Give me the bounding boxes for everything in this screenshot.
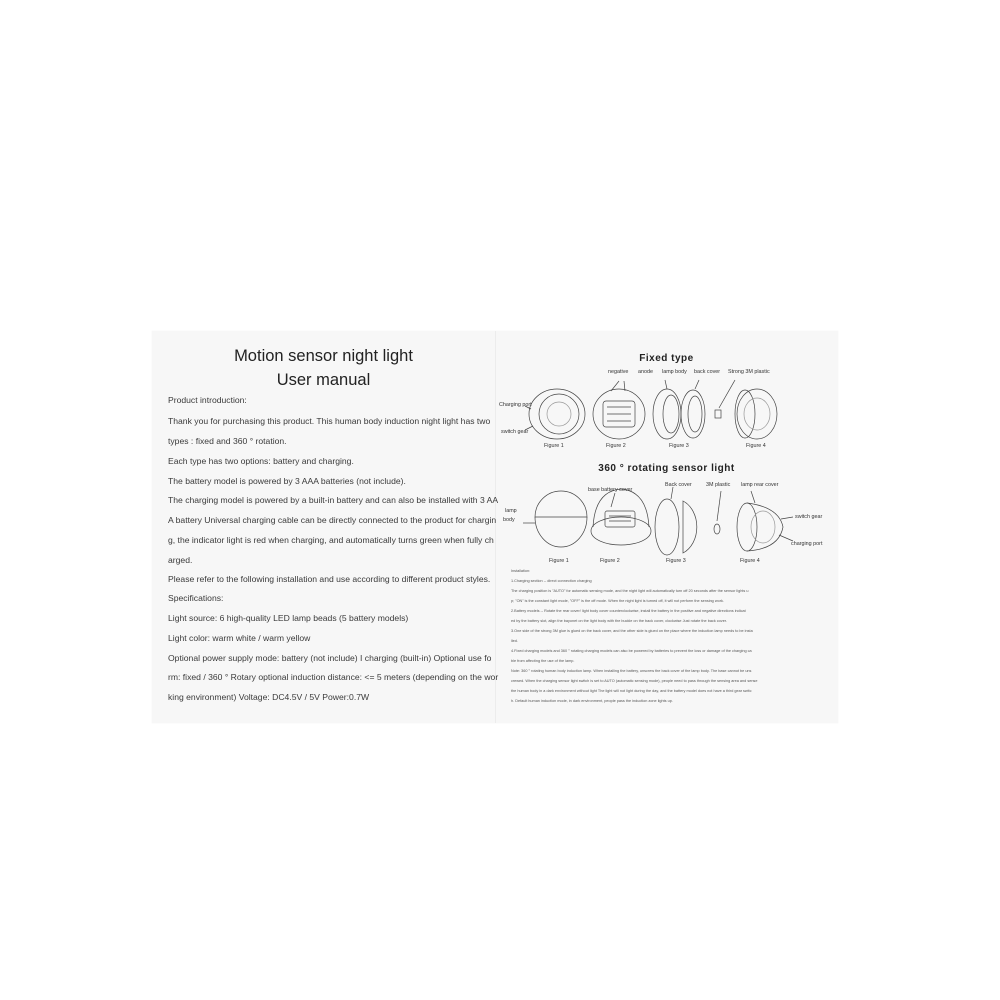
installation-line: 4.Fixed charging models and 360 ° rotating charging models can also be powered by batteries to prevent the loss or damage of the charging ca <box>511 649 752 653</box>
fixed-figure3-back-cover-illustration <box>653 380 705 439</box>
spec-line: Optional power supply mode: battery (not include) I charging (built-in) Optional use fo <box>168 653 492 663</box>
manual-sheet <box>152 331 838 723</box>
intro-line: Each type has two options: battery and charging. <box>168 456 354 466</box>
installation-line: 2.Battery models -- Rotate the rear cover/ light body cover counterclockwise, install the battery in the positive and negative directions indicat <box>511 609 746 613</box>
rotating-figure4-lamp-illustration <box>737 491 793 551</box>
label-back-cover: back cover <box>694 369 721 375</box>
label-switch-gear: switch gear <box>795 514 823 520</box>
label-figure-2: Figure 2 <box>606 443 626 449</box>
label-3m-plastic: 3M plastic <box>706 482 731 488</box>
installation-line: ble from affecting the use of the lamp. <box>511 659 575 663</box>
installation-line: lled. <box>511 639 518 643</box>
product-diagrams <box>495 331 838 723</box>
intro-line: types : fixed and 360 ° rotation. <box>168 436 287 446</box>
spec-line: king environment) Voltage: DC4.5V / 5V Power:0.7W <box>168 692 370 702</box>
label-switch-gear: switch gear <box>501 429 529 435</box>
intro-line: Thank you for purchasing this product. This human body induction night light has two <box>168 416 491 426</box>
label-negative: negative <box>608 369 629 375</box>
intro-line: Product introduction: <box>168 395 247 405</box>
installation-line: ed by the battery slot, align the bayonet on the light body with the buckle on the back cover, clockwise Just rotate the back cover. <box>511 619 727 623</box>
installation-line: The charging position is "AUTO" for automatic sensing mode, and the night light will automatically turn off 20 seconds after the sensor lights u <box>511 589 749 593</box>
label-back-cover: Back cover <box>665 482 692 488</box>
label-figure-3: Figure 3 <box>666 558 686 564</box>
intro-line: Please refer to the following installation and use according to different product styles. <box>168 574 491 584</box>
installation-line: Note: 360 ° rotating human body induction lamp. When installing the battery, unscrew the back cover of the lamp body. The base cannot be uns <box>511 669 752 673</box>
intro-line: g, the indicator light is red when charging, and automatically turns green when fully ch <box>168 535 494 545</box>
label-figure-1: Figure 1 <box>549 558 569 564</box>
spec-line: Light color: warm white / warm yellow <box>168 633 311 643</box>
label-figure-2: Figure 2 <box>600 558 620 564</box>
label-figure-1: Figure 1 <box>544 443 564 449</box>
fixed-figure4-lamp-illustration <box>735 389 777 439</box>
fixed-figure1-lamp-illustration <box>525 389 585 439</box>
manual-title: Motion sensor night light <box>234 347 413 365</box>
label-body: body <box>503 517 515 523</box>
spec-line: Specifications: <box>168 593 224 603</box>
fixed-3m-pad-illustration <box>715 410 721 418</box>
manual-subtitle: User manual <box>276 371 371 389</box>
label-charging-port: Charging port <box>499 402 532 408</box>
label-lamp-body: lamp body <box>662 369 687 375</box>
installation-line: crewed. When the charging sensor light switch is set to AUTO (automatic sensing mode), people need to pass through the sensing area and sense <box>511 679 758 683</box>
label-charging-port: charging port <box>791 541 823 547</box>
intro-line: The charging model is powered by a built-in battery and can also be installed with 3 AA <box>168 495 499 505</box>
intro-line: arged. <box>168 555 193 565</box>
intro-line: The battery model is powered by 3 AAA batteries (not include). <box>168 476 406 486</box>
label-figure-4: Figure 4 <box>746 443 766 449</box>
rotating-type-heading: 360 ° rotating sensor light <box>598 463 735 474</box>
label-lamp: lamp <box>505 508 517 514</box>
installation-line: 1.Charging section -- direct connection charging <box>511 579 592 583</box>
left-page <box>152 331 499 723</box>
label-strong-3m: Strong 3M plastic <box>728 369 770 375</box>
spec-line: rm: fixed / 360 ° Rotary optional induction distance: <= 5 meters (depending on the wor <box>168 672 499 682</box>
label-anode: anode <box>638 369 653 375</box>
installation-line: Installation: <box>511 569 531 573</box>
installation-line: the human body in a dark environment without light The light will not light during the day, and the battery model does not have a third gear switc <box>511 689 752 693</box>
label-figure-3: Figure 3 <box>669 443 689 449</box>
intro-line: A battery Universal charging cable can be directly connected to the product for chargin <box>168 515 497 525</box>
installation-line: p; "ON" is the constant light mode, "OFF" is the off mode. When the night light is turned off, it will not perform the sensing work. <box>511 599 724 603</box>
rotating-figure2-battery-illustration <box>591 489 651 545</box>
label-base-battery-cover: base battery cover <box>588 487 633 493</box>
rotating-figure3-back-cover-illustration <box>655 487 697 555</box>
right-page <box>495 331 838 723</box>
label-lamp-rear-cover: lamp rear cover <box>741 482 779 488</box>
installation-line: 3.One side of the strong 3M glue is glued on the back cover, and the other side is glued on the place where the induction lamp needs to be insta <box>511 629 753 633</box>
fixed-figure2-battery-illustration <box>593 381 645 439</box>
label-figure-4: Figure 4 <box>740 558 760 564</box>
spec-line: Light source: 6 high-quality LED lamp beads (5 battery models) <box>168 613 409 623</box>
rotating-figure1-lamp-illustration <box>523 491 587 547</box>
installation-line: h. Default human induction mode, in dark environment, people pass the induction zone lights up. <box>511 699 673 703</box>
fixed-type-heading: Fixed type <box>639 353 694 364</box>
rotating-3m-pad-illustration <box>714 524 720 534</box>
